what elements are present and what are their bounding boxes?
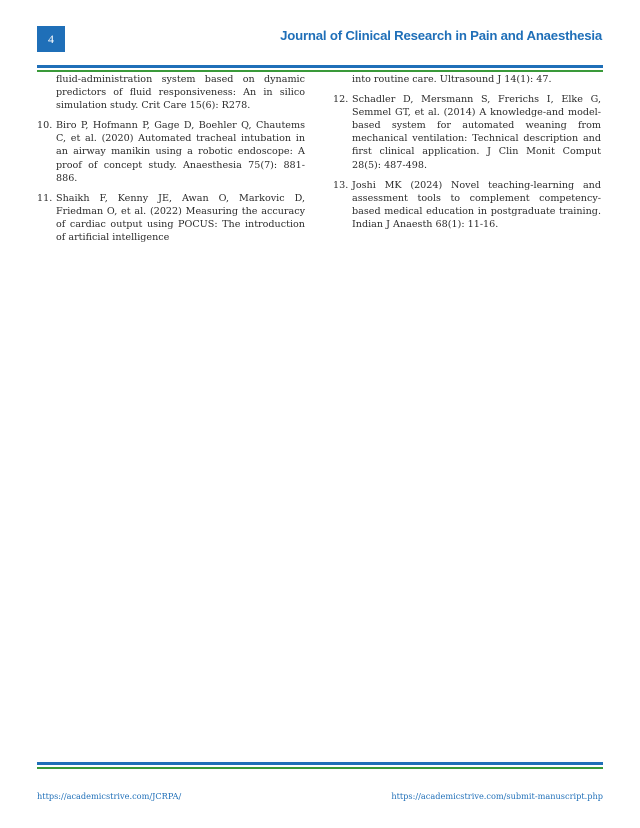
page-number-badge: 4 [37,26,65,52]
reference-item [333,93,601,172]
reference-text: Shaikh F, Kenny JE, Awan O, Markovic D, Friedman O, et al. (2022) Measuring the accuracy of cardiac output using POCUS: The introduction of artificial intelligence [56,192,305,244]
reference-text: Joshi MK (2024) Novel teaching-learning and assessment tools to complement competency-based medical education in postgraduate training. Indian J Anaesth 68(1): 11-16. [352,179,601,230]
footer-rule-green [37,767,603,769]
reference-item [333,179,601,231]
reference-number: 13. [333,179,349,191]
reference-item [37,192,305,244]
journal-title: Journal of Clinical Research in Pain and Anaesthesia [280,28,602,43]
footer-rule-blue [37,762,603,765]
left-column [37,73,305,251]
reference-text: into routine care. Ultrasound J 14(1): 47. [352,74,552,85]
reference-text: fluid-administration system based on dynamic predictors of fluid responsiveness: An in silico simulation study. Crit Care 15(6): R278. [56,74,305,112]
reference-text: Biro P, Hofmann P, Gage D, Boehler Q, Chautems C, et al. (2020) Automated tracheal intubation in an airway manikin using a robotic endoscope: A proof of concept study. Anaesthesia 75(7): 881-886. [56,120,305,184]
submit-manuscript-link[interactable]: https://academicstrive.com/submit-manuscript.php [391,791,603,801]
reference-number: 11. [37,192,53,204]
journal-home-link[interactable]: https://academicstrive.com/JCRPA/ [37,791,182,801]
header-rule-green [37,70,603,72]
reference-continuation [333,73,601,86]
reference-number: 10. [37,120,53,132]
header-rule-blue [37,65,603,68]
reference-item [37,119,305,184]
right-column [333,73,601,238]
reference-continuation [37,73,305,112]
reference-text: Schadler D, Mersmann S, Frerichs I, Elke G, Semmel GT, et al. (2014) A knowledge-and model-based system for automated weaning from mechanical ventilation: Technical description and first clinical application. J Clin Monit Comput 28(5): 487-498. [352,94,601,171]
reference-number: 12. [333,94,349,106]
